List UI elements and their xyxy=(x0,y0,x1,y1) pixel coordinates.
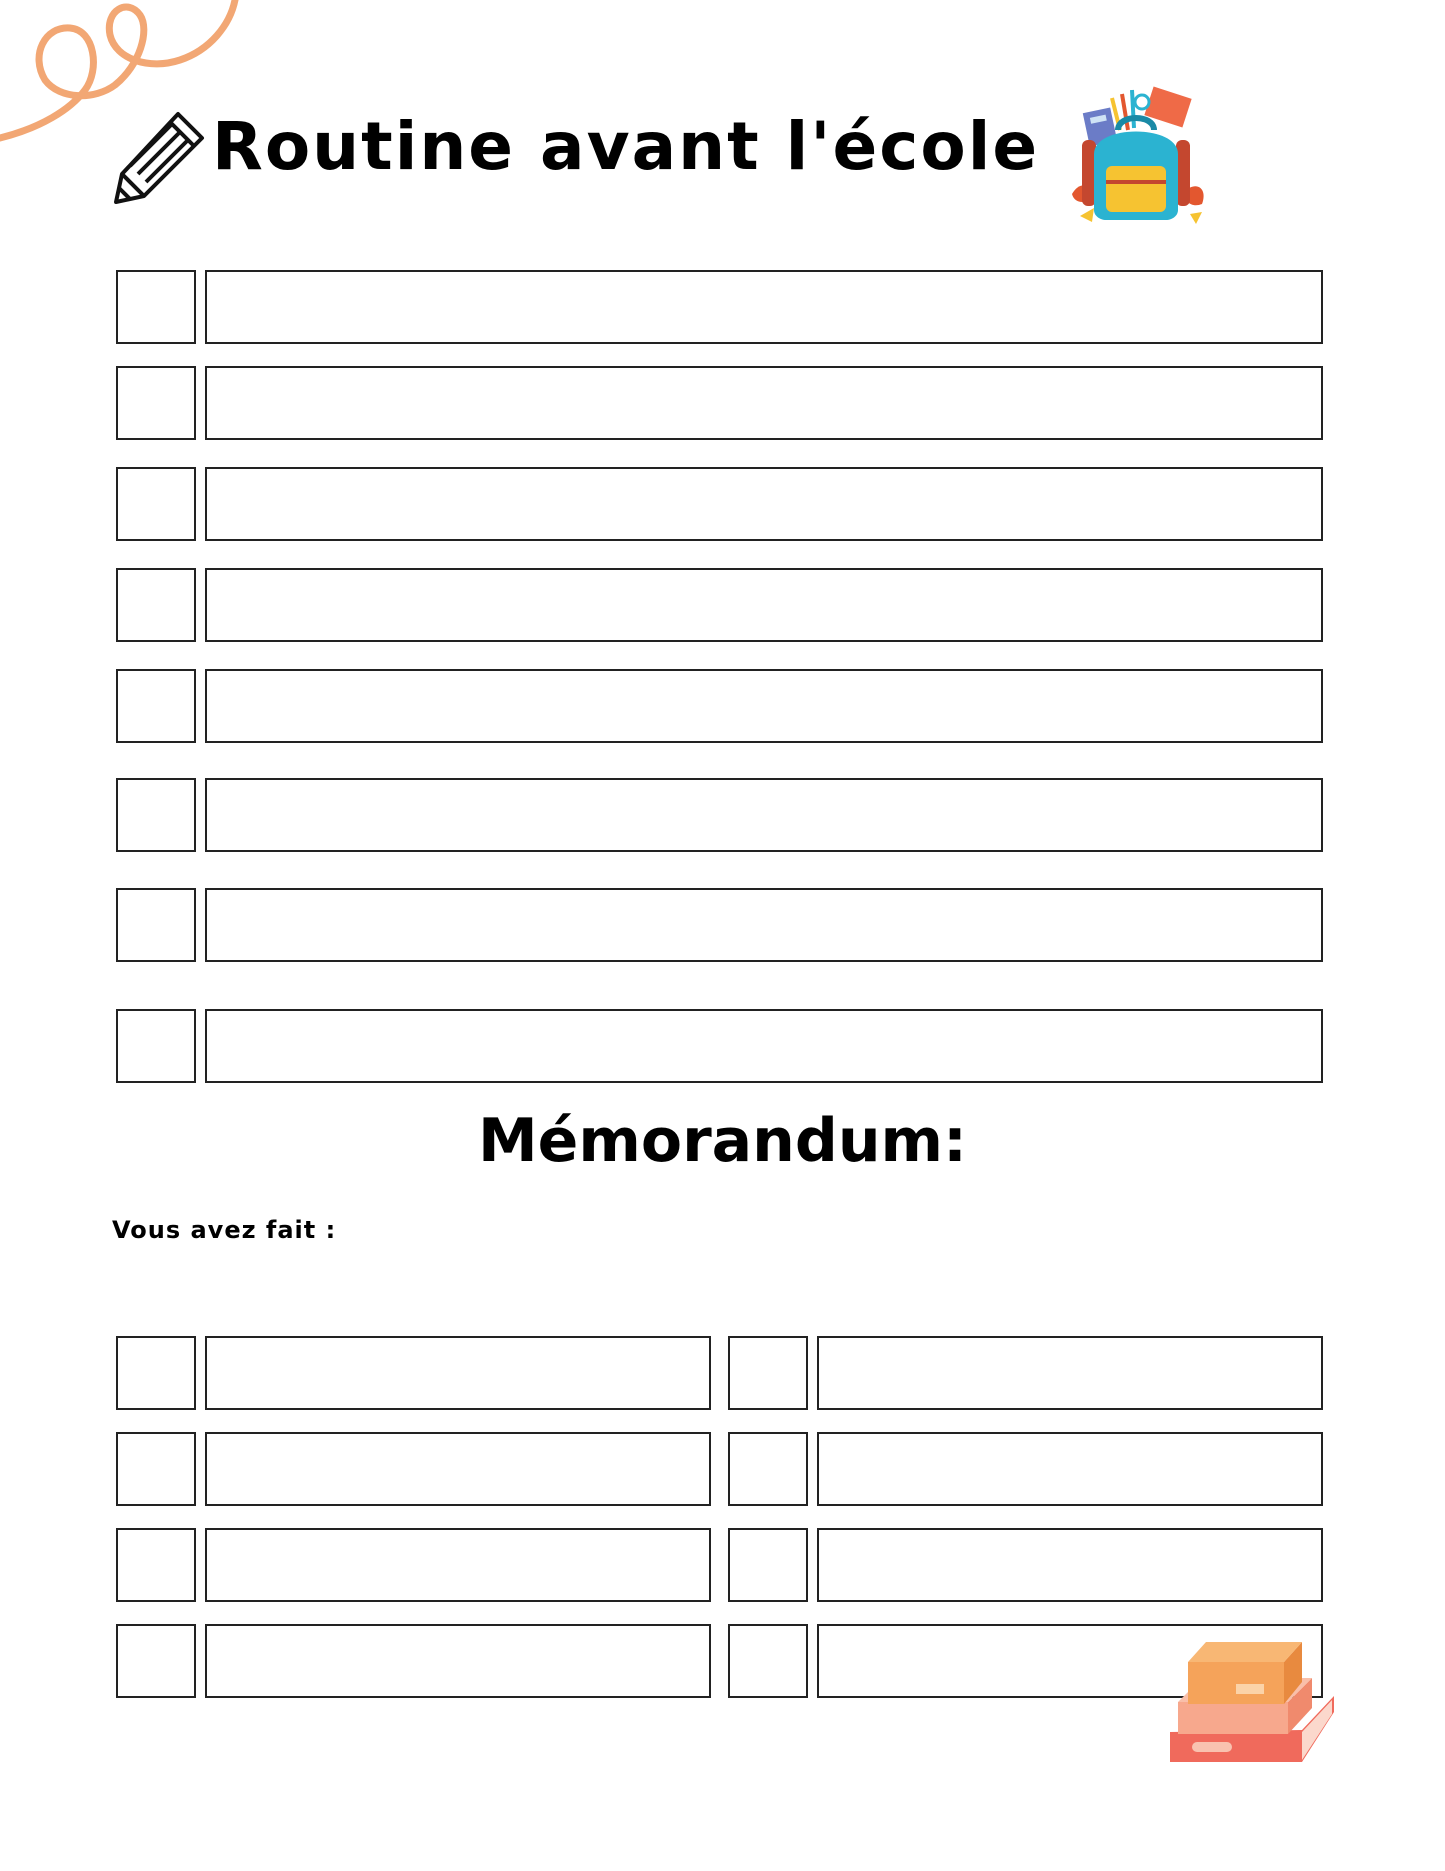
books-illustration xyxy=(1162,1632,1342,1782)
memo-checkbox[interactable] xyxy=(728,1624,808,1698)
memo-text-field[interactable] xyxy=(205,1336,711,1410)
memo-title: Mémorandum: xyxy=(477,1106,968,1176)
routine-text-field[interactable] xyxy=(205,888,1323,962)
memo-text-field[interactable] xyxy=(205,1624,711,1698)
backpack-illustration xyxy=(1062,84,1210,228)
routine-checkbox[interactable] xyxy=(116,888,196,962)
routine-checkbox[interactable] xyxy=(116,669,196,743)
memo-checkbox[interactable] xyxy=(116,1336,196,1410)
memo-subtitle: Vous avez fait : xyxy=(112,1216,337,1244)
memo-text-field[interactable] xyxy=(817,1336,1323,1410)
memo-checkbox[interactable] xyxy=(728,1528,808,1602)
routine-text-field[interactable] xyxy=(205,778,1323,852)
routine-checkbox[interactable] xyxy=(116,568,196,642)
memo-checkbox[interactable] xyxy=(728,1336,808,1410)
page-title: Routine avant l'école xyxy=(212,108,1040,185)
memo-checkbox[interactable] xyxy=(116,1528,196,1602)
pencil-icon xyxy=(110,106,210,206)
memo-text-field[interactable] xyxy=(205,1432,711,1506)
memo-checkbox[interactable] xyxy=(116,1432,196,1506)
routine-text-field[interactable] xyxy=(205,1009,1323,1083)
routine-checkbox[interactable] xyxy=(116,270,196,344)
routine-text-field[interactable] xyxy=(205,669,1323,743)
memo-text-field[interactable] xyxy=(817,1528,1323,1602)
routine-checkbox[interactable] xyxy=(116,1009,196,1083)
memo-checkbox[interactable] xyxy=(728,1432,808,1506)
routine-checkbox[interactable] xyxy=(116,467,196,541)
routine-checkbox[interactable] xyxy=(116,778,196,852)
memo-text-field[interactable] xyxy=(205,1528,711,1602)
routine-text-field[interactable] xyxy=(205,366,1323,440)
routine-text-field[interactable] xyxy=(205,467,1323,541)
routine-checkbox[interactable] xyxy=(116,366,196,440)
memo-checkbox[interactable] xyxy=(116,1624,196,1698)
routine-text-field[interactable] xyxy=(205,270,1323,344)
routine-text-field[interactable] xyxy=(205,568,1323,642)
memo-text-field[interactable] xyxy=(817,1432,1323,1506)
